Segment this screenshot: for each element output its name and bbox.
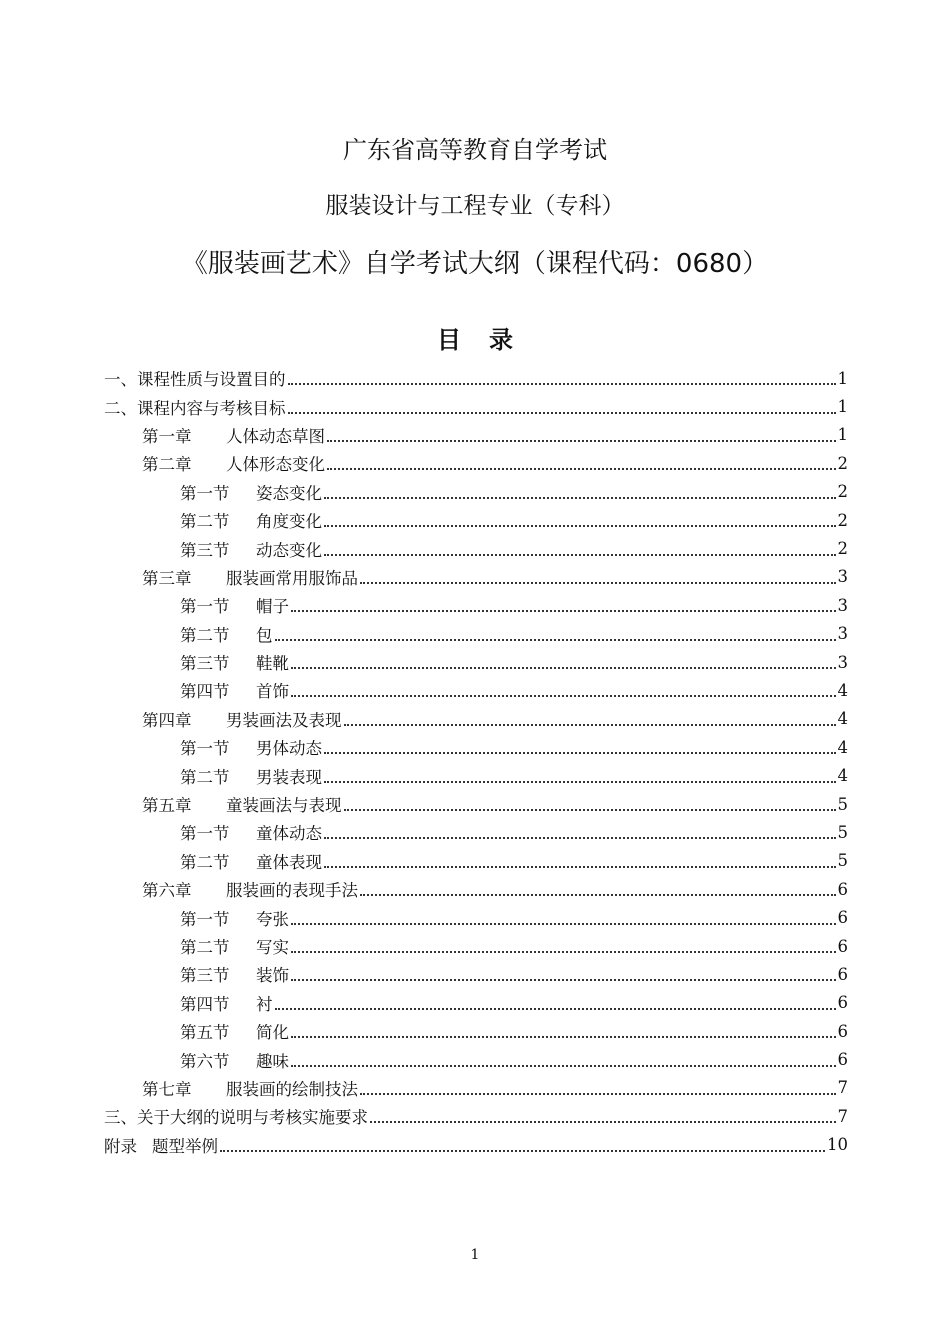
- toc-entry-title: 角度变化: [256, 512, 322, 532]
- toc-entry-number: 第一章: [142, 426, 192, 446]
- dot-leader: [370, 1121, 836, 1123]
- toc-entry-title: 服装画的绘制技法: [226, 1079, 358, 1099]
- toc-entry-title: 三、关于大纲的说明与考核实施要求: [104, 1108, 368, 1128]
- toc-entry[interactable]: [104, 960, 848, 988]
- toc-entry[interactable]: [104, 421, 848, 449]
- dot-leader: [275, 1008, 836, 1010]
- toc-entry-title: 姿态变化: [256, 483, 322, 503]
- toc-entry[interactable]: [104, 1017, 848, 1045]
- dot-leader: [360, 582, 836, 584]
- toc-entry-title: 男装表现: [256, 767, 322, 787]
- toc-entry-title: 包: [256, 625, 273, 645]
- toc-entry-title: 男体动态: [256, 739, 322, 759]
- toc-entry-page: 7: [837, 1106, 848, 1126]
- toc-entry-title: 夸张: [256, 909, 289, 929]
- toc-entry[interactable]: [104, 875, 848, 903]
- toc-entry[interactable]: [104, 676, 848, 704]
- dot-leader: [360, 1093, 836, 1095]
- toc-entry-page: 3: [837, 652, 848, 672]
- toc-entry-title: 简化: [256, 1023, 289, 1043]
- toc-entry[interactable]: [104, 733, 848, 761]
- dot-leader: [344, 724, 836, 726]
- exam-title: 广东省高等教育自学考试: [343, 136, 607, 164]
- toc-entry-title: 服装画常用服饰品: [226, 568, 358, 588]
- toc-entry-page: 5: [837, 851, 848, 871]
- toc-entry-number: 第二节: [180, 852, 230, 872]
- toc-entry-title: 人体动态草图: [226, 426, 325, 446]
- dot-leader: [324, 554, 836, 556]
- toc-entry-number: 第二章: [142, 455, 192, 475]
- toc-entry-page: 4: [837, 766, 848, 786]
- toc-entry[interactable]: [104, 903, 848, 931]
- toc-entry-number: 第四节: [180, 682, 230, 702]
- dot-leader: [324, 497, 836, 499]
- toc-entry-page: 6: [837, 1021, 848, 1041]
- toc-entry-title: 二、课程内容与考核目标: [104, 398, 286, 418]
- toc-entry-title: 帽子: [256, 597, 289, 617]
- toc-entry-title: 鞋靴: [256, 654, 289, 674]
- toc-heading: 目录: [437, 325, 541, 354]
- dot-leader: [291, 923, 836, 925]
- toc-entry-page: 2: [837, 482, 848, 502]
- dot-leader: [324, 837, 836, 839]
- dot-leader: [324, 525, 836, 527]
- toc-entry-page: 2: [837, 510, 848, 530]
- toc-entry-number: 第四节: [180, 994, 230, 1014]
- toc-entry-number: 第五章: [142, 796, 192, 816]
- toc-entry-title: 人体形态变化: [226, 455, 325, 475]
- toc-entry[interactable]: [104, 449, 848, 477]
- toc-entry-title: 趣味: [256, 1051, 289, 1071]
- toc-entry-page: 5: [837, 794, 848, 814]
- toc-entry[interactable]: [104, 364, 848, 392]
- toc-entry-number: 第四章: [142, 710, 192, 730]
- toc-entry-page: 6: [837, 879, 848, 899]
- toc-entry[interactable]: [104, 591, 848, 619]
- dot-leader: [291, 1036, 836, 1038]
- dot-leader: [220, 1150, 825, 1152]
- toc-entry[interactable]: [104, 648, 848, 676]
- major-title: 服装设计与工程专业（专科）: [325, 193, 625, 219]
- dot-leader: [288, 383, 836, 385]
- toc-entry-title: 装饰: [256, 966, 289, 986]
- toc-entry[interactable]: [104, 506, 848, 534]
- toc-entry-page: 7: [837, 1078, 848, 1098]
- toc-entry-page: 3: [837, 567, 848, 587]
- dot-leader: [344, 809, 836, 811]
- toc-entry-number: 第一节: [180, 739, 230, 759]
- toc-entry-page: 3: [837, 624, 848, 644]
- syllabus-title: 《服装画艺术》自学考试大纲（课程代码：0680）: [181, 249, 769, 279]
- toc-entry-title: 动态变化: [256, 540, 322, 560]
- dot-leader: [324, 781, 836, 783]
- toc-entry[interactable]: [104, 705, 848, 733]
- toc-entry[interactable]: [104, 620, 848, 648]
- dot-leader: [360, 894, 836, 896]
- toc-entry-page: 2: [837, 453, 848, 473]
- toc-entry-number: 第二节: [180, 512, 230, 532]
- toc-entry-number: 第三节: [180, 654, 230, 674]
- toc-entry[interactable]: [104, 847, 848, 875]
- toc-entry-number: 第六章: [142, 881, 192, 901]
- toc-entry[interactable]: [104, 392, 848, 420]
- toc-entry-number: 第一节: [180, 824, 230, 844]
- toc-entry-title: 童装画法与表现: [226, 796, 342, 816]
- toc-entry-number: 第七章: [142, 1079, 192, 1099]
- toc-entry[interactable]: [104, 761, 848, 789]
- toc-entry-number: 第二节: [180, 625, 230, 645]
- toc-entry-page: 6: [837, 1050, 848, 1070]
- toc-entry-page: 6: [837, 936, 848, 956]
- toc-entry-page: 1: [837, 368, 848, 388]
- toc-entry-number: 第一节: [180, 597, 230, 617]
- toc-entry-number: 第五节: [180, 1023, 230, 1043]
- toc-entry[interactable]: [104, 790, 848, 818]
- toc-entry-number: 第二节: [180, 938, 230, 957]
- toc-entry-page: 4: [837, 737, 848, 757]
- toc-entry-page: 6: [837, 908, 848, 928]
- toc-entry-title: 一、课程性质与设置目的: [104, 370, 286, 390]
- toc-entry-title: 童体动态: [256, 824, 322, 844]
- toc-entry-title: 衬: [256, 994, 273, 1014]
- toc-entry-number: 第一节: [180, 909, 230, 929]
- toc-entry-page: 10: [827, 1135, 848, 1155]
- toc-entry-number: 第三节: [180, 966, 230, 986]
- toc-entry-number: 第一节: [180, 483, 230, 503]
- toc-entry[interactable]: [104, 478, 848, 506]
- dot-leader: [291, 1065, 836, 1067]
- dot-leader: [291, 951, 836, 953]
- toc-entry-title: 童体表现: [256, 852, 322, 872]
- toc-entry[interactable]: [104, 989, 848, 1017]
- toc-entry-page: 3: [837, 595, 848, 615]
- toc-entry[interactable]: [104, 1045, 848, 1073]
- dot-leader: [288, 412, 836, 414]
- toc-entry-page: 2: [837, 539, 848, 559]
- toc-entry-title: 写实: [256, 938, 289, 957]
- dot-leader: [327, 440, 836, 442]
- toc-entry-number: 第二节: [180, 767, 230, 787]
- toc-entry-number: 第三章: [142, 568, 192, 588]
- toc-entry-page: 4: [837, 709, 848, 729]
- toc-entry-title: 首饰: [256, 682, 289, 702]
- dot-leader: [327, 468, 836, 470]
- table-of-contents: [104, 364, 848, 1159]
- toc-entry[interactable]: [104, 932, 848, 960]
- toc-entry-page: 6: [837, 964, 848, 984]
- toc-entry-page: 5: [837, 822, 848, 842]
- toc-entry-number: 第六节: [180, 1051, 230, 1071]
- toc-entry-page: 4: [837, 680, 848, 700]
- toc-entry[interactable]: [104, 534, 848, 562]
- toc-entry-number: 附录: [104, 1136, 137, 1156]
- toc-entry-title: 题型举例: [152, 1136, 218, 1156]
- toc-entry[interactable]: [104, 818, 848, 846]
- toc-entry[interactable]: [104, 1102, 848, 1130]
- page-number: 1: [470, 1247, 480, 1263]
- toc-entry[interactable]: [104, 563, 848, 591]
- toc-entry-title: 男装画法及表现: [226, 710, 342, 730]
- toc-entry-page: 1: [837, 397, 848, 417]
- dot-leader: [275, 639, 836, 641]
- toc-entry-title: 服装画的表现手法: [226, 881, 358, 901]
- dot-leader: [291, 667, 836, 669]
- toc-entry-number: 第三节: [180, 540, 230, 560]
- toc-entry[interactable]: [104, 1074, 848, 1102]
- dot-leader: [291, 610, 836, 612]
- dot-leader: [291, 979, 836, 981]
- toc-entry[interactable]: [104, 1131, 848, 1159]
- dot-leader: [324, 752, 836, 754]
- dot-leader: [324, 866, 836, 868]
- toc-entry-page: 6: [837, 993, 848, 1013]
- dot-leader: [291, 695, 836, 697]
- toc-entry-page: 1: [837, 425, 848, 445]
